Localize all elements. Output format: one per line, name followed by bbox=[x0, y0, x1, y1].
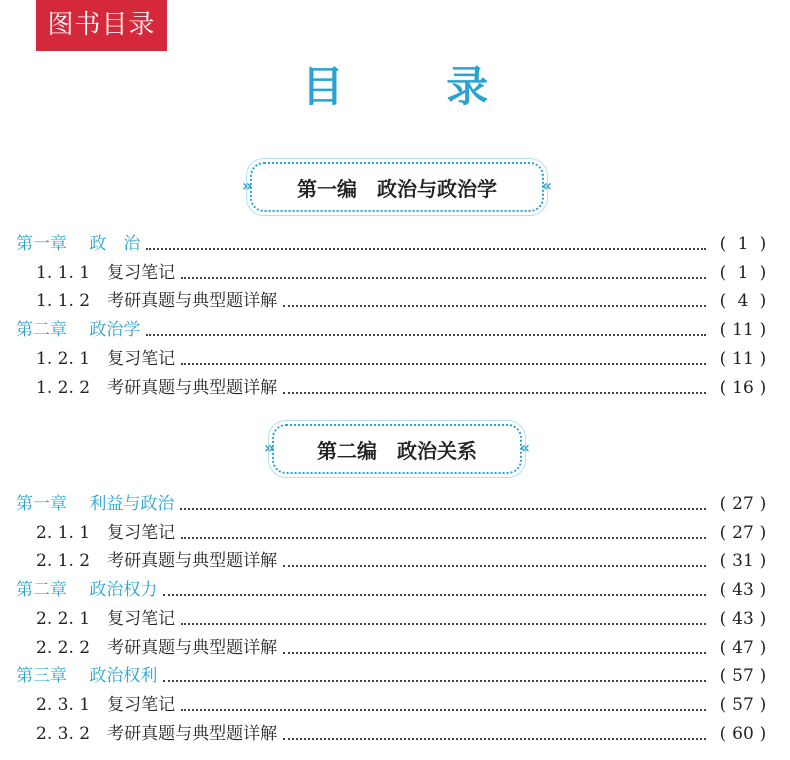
toc-section-row[interactable] bbox=[0, 288, 790, 314]
section-title: 2. 2. 2 考研真题与典型题详解 bbox=[36, 637, 278, 658]
dot-leader bbox=[181, 535, 706, 539]
dot-leader bbox=[181, 275, 706, 279]
section-title: 1. 1. 1 复习笔记 bbox=[36, 262, 176, 283]
section-title: 1. 1. 2 考研真题与典型题详解 bbox=[36, 291, 278, 312]
toc-section-row[interactable] bbox=[0, 520, 790, 546]
section-title: 2. 2. 1 复习笔记 bbox=[36, 608, 176, 629]
page-number: ( 11 ) bbox=[719, 348, 767, 369]
page-number: ( 43 ) bbox=[719, 580, 767, 601]
toc-section-row[interactable] bbox=[0, 635, 790, 661]
page-number: ( 43 ) bbox=[719, 608, 767, 629]
toc-chapter-row[interactable] bbox=[0, 663, 790, 689]
page-number: ( 27 ) bbox=[719, 522, 767, 543]
section-title: 2. 3. 1 复习笔记 bbox=[36, 694, 176, 715]
section-title: 1. 2. 1 复习笔记 bbox=[36, 348, 176, 369]
toc-chapter-row[interactable] bbox=[0, 491, 790, 517]
page-number: ( 27 ) bbox=[719, 494, 767, 514]
dot-leader bbox=[181, 621, 706, 625]
dot-leader bbox=[181, 361, 706, 365]
toc-chapter-row[interactable] bbox=[0, 317, 790, 343]
chapter-title: 第二章 政治权力 bbox=[16, 580, 158, 601]
dot-leader bbox=[283, 736, 706, 740]
dot-leader bbox=[283, 650, 706, 654]
part-title: » 第一编 政治与政治学 bbox=[297, 176, 497, 201]
toc-chapter-row[interactable] bbox=[0, 231, 790, 257]
section-title: 2. 3. 2 考研真题与典型题详解 bbox=[36, 723, 278, 744]
page-number: ( 57 ) bbox=[719, 694, 767, 715]
page-number: ( 47 ) bbox=[719, 637, 767, 658]
dot-leader bbox=[163, 592, 706, 596]
dot-leader bbox=[283, 390, 706, 394]
part-banner bbox=[250, 162, 544, 212]
catalog-tag: 图书目录 bbox=[36, 0, 167, 51]
dot-leader bbox=[163, 678, 706, 682]
dot-leader bbox=[146, 246, 706, 250]
toc-section-row[interactable] bbox=[0, 721, 790, 747]
dot-leader bbox=[181, 707, 706, 711]
dot-leader bbox=[146, 332, 706, 336]
page-number: ( 1 ) bbox=[719, 234, 767, 254]
page-number: ( 16 ) bbox=[719, 377, 767, 398]
page-number: ( 57 ) bbox=[719, 666, 767, 687]
chapter-title: 第一章 政 治 bbox=[16, 234, 141, 254]
part-title: » 第二编 政治关系 bbox=[317, 438, 477, 463]
toc-section-row[interactable] bbox=[0, 375, 790, 401]
toc-section-row[interactable] bbox=[0, 606, 790, 632]
chapter-title: 第二章 政治学 bbox=[16, 320, 141, 341]
toc-section-row[interactable] bbox=[0, 548, 790, 574]
section-title: 1. 2. 2 考研真题与典型题详解 bbox=[36, 377, 278, 398]
page-number: ( 31 ) bbox=[719, 551, 767, 572]
page-number: ( 60 ) bbox=[719, 723, 767, 744]
toc-chapter-row[interactable] bbox=[0, 577, 790, 603]
page-number: ( 11 ) bbox=[719, 320, 767, 341]
dot-leader bbox=[283, 563, 706, 567]
page-title: 目 录 bbox=[301, 62, 533, 111]
dot-leader bbox=[180, 506, 706, 510]
chapter-title: 第三章 政治权利 bbox=[16, 666, 158, 687]
chapter-title: 第一章 利益与政治 bbox=[16, 494, 175, 514]
toc-section-row[interactable] bbox=[0, 346, 790, 372]
page-number: ( 4 ) bbox=[719, 291, 767, 312]
toc-section-row[interactable] bbox=[0, 260, 790, 286]
page-number: ( 1 ) bbox=[719, 262, 767, 283]
dot-leader bbox=[283, 303, 706, 307]
section-title: 2. 1. 2 考研真题与典型题详解 bbox=[36, 551, 278, 572]
part-banner bbox=[272, 424, 522, 474]
section-title: 2. 1. 1 复习笔记 bbox=[36, 522, 176, 543]
toc-section-row[interactable] bbox=[0, 692, 790, 718]
